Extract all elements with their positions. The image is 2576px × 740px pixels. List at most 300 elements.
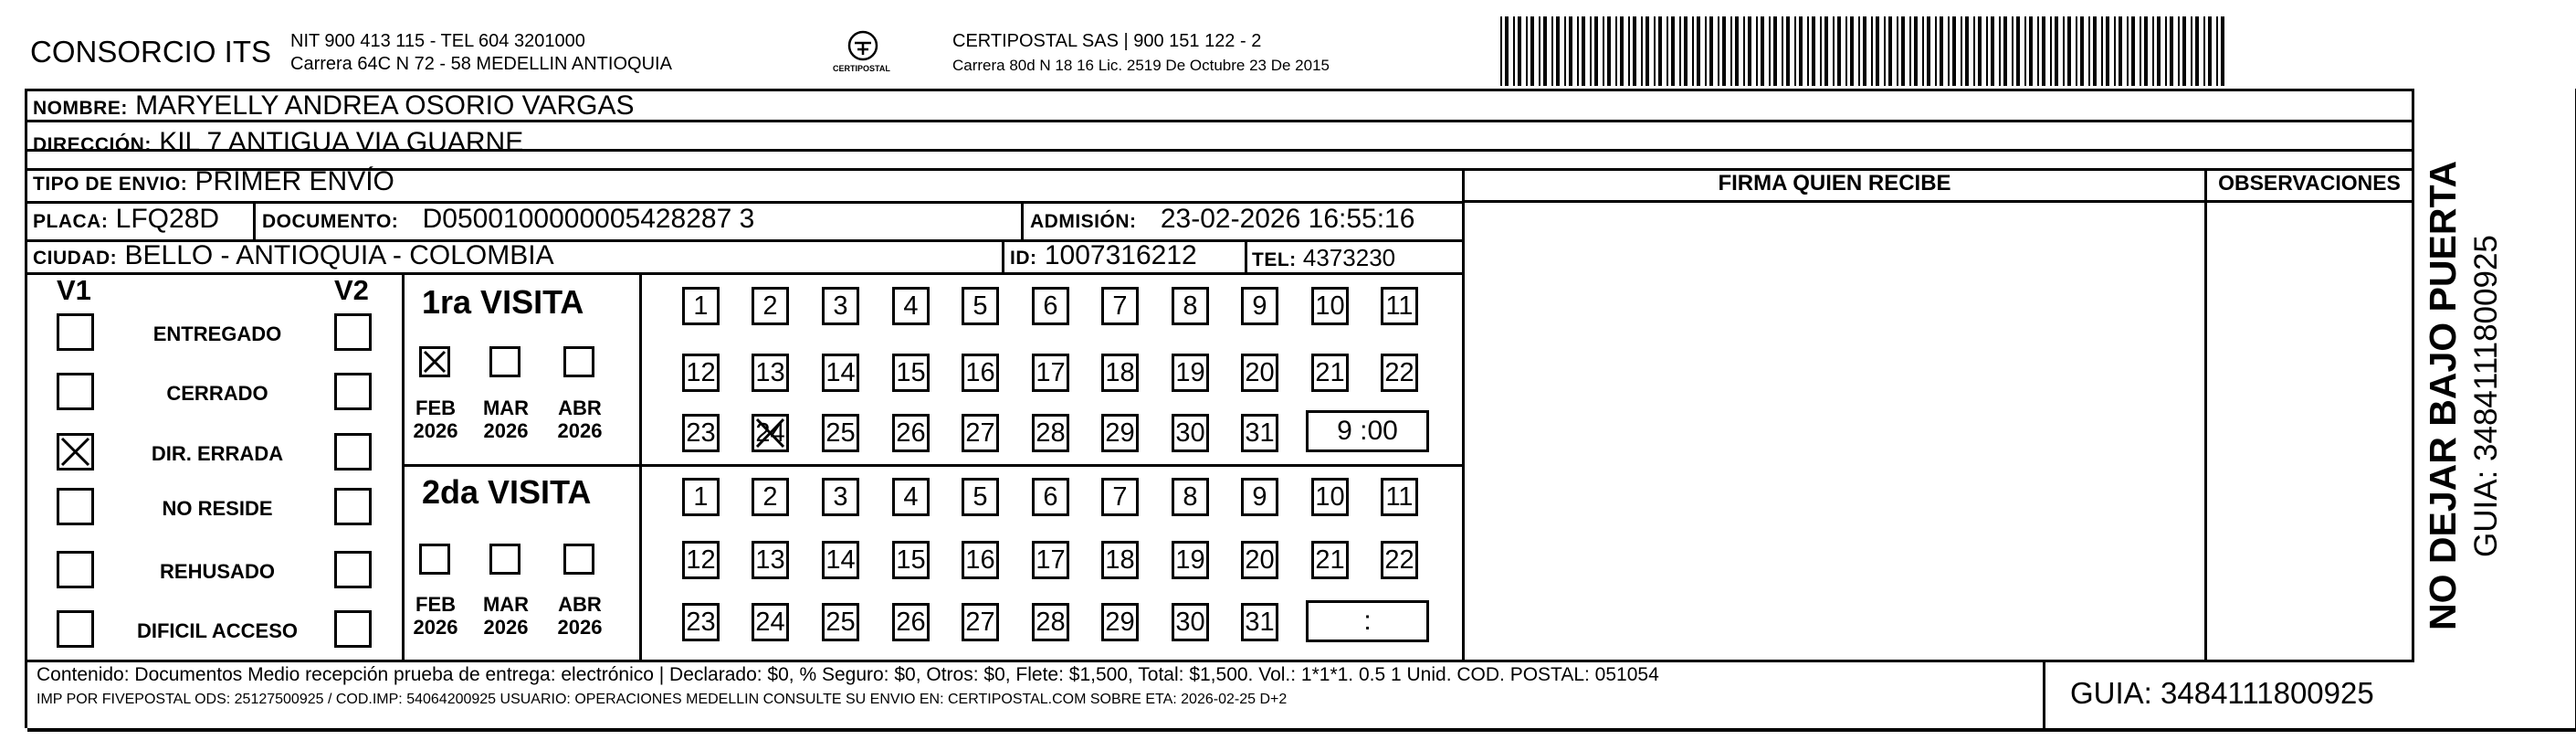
- barcode-bar: [2208, 16, 2212, 86]
- v2-checkbox[interactable]: [334, 313, 372, 351]
- barcode: [1500, 16, 2231, 86]
- day-number: 11: [1385, 482, 1414, 512]
- tel-value: 4373230: [1302, 244, 1396, 271]
- first-visit-day-box[interactable]: [682, 414, 720, 452]
- day-number: 8: [1183, 482, 1198, 512]
- month-year: 2026: [413, 616, 458, 639]
- barcode-bar: [2144, 16, 2148, 86]
- day-number: 14: [825, 358, 856, 387]
- first-visit-day-box[interactable]: [1032, 414, 1069, 452]
- day-number: 24: [755, 418, 785, 448]
- tipo-envio-label: TIPO DE ENVIO:: [33, 174, 188, 195]
- v2-checkbox[interactable]: [334, 610, 372, 648]
- day-number: 29: [1105, 418, 1135, 448]
- barcode-bar: [1748, 16, 1751, 86]
- barcode-bar: [2178, 16, 2180, 86]
- barcode-bar: [1876, 16, 1879, 86]
- day-number: 12: [686, 358, 716, 387]
- barcode-bar: [2042, 16, 2045, 86]
- v1-checkbox[interactable]: [57, 610, 94, 648]
- barcode-bar: [1743, 16, 1745, 86]
- second-visit-day-box[interactable]: [1172, 478, 1209, 516]
- day-number: 28: [1036, 418, 1066, 448]
- barcode-bar: [2037, 16, 2039, 86]
- guia-vertical: GUIA: 3484111800925: [2468, 235, 2504, 557]
- barcode-bar: [2024, 16, 2026, 86]
- v2-checkbox[interactable]: [334, 433, 372, 470]
- day-number: 22: [1384, 545, 1414, 575]
- barcode-bar: [2216, 16, 2218, 86]
- first-visit-month-checkbox[interactable]: [563, 346, 594, 377]
- day-number: 16: [965, 545, 995, 575]
- admision-label: ADMISIÓN:: [1030, 211, 1137, 232]
- day-number: 4: [903, 482, 919, 512]
- barcode-bar: [1551, 16, 1553, 86]
- first-visit-day-box[interactable]: [752, 414, 789, 452]
- second-visit-day-box[interactable]: [1381, 541, 1418, 579]
- barcode-bar: [1709, 16, 1713, 86]
- barcode-bar: [1543, 16, 1547, 86]
- first-visit-day-box[interactable]: [752, 354, 789, 392]
- barcode-bar: [1513, 16, 1515, 86]
- month-name: FEB: [415, 396, 456, 419]
- second-visit-day-box[interactable]: [682, 541, 720, 579]
- v2-checkbox[interactable]: [334, 488, 372, 525]
- barcode-bar: [1833, 16, 1835, 86]
- barcode-bar: [1922, 16, 1924, 86]
- barcode-bar: [2191, 16, 2192, 86]
- day-number: 6: [1043, 291, 1058, 321]
- tel-row: [1252, 243, 1395, 275]
- day-number: 17: [1036, 545, 1066, 575]
- tipo-envio-row: [33, 167, 394, 199]
- second-visit-month-checkbox[interactable]: [419, 544, 450, 575]
- second-visit-day-box[interactable]: [1172, 541, 1209, 579]
- first-visit-day-box[interactable]: [1172, 287, 1209, 325]
- second-visit-day-box[interactable]: [752, 478, 789, 516]
- barcode-bar: [1594, 16, 1598, 86]
- first-visit-month-label: [477, 396, 535, 442]
- day-number: 2: [762, 291, 778, 321]
- first-visit-day-box[interactable]: [1032, 354, 1069, 392]
- second-visit-day-box[interactable]: [1101, 603, 1139, 641]
- barcode-bar: [1999, 16, 2001, 86]
- month-year: 2026: [483, 419, 529, 442]
- day-number: 1: [693, 482, 709, 512]
- barcode-bar: [1505, 16, 1509, 86]
- barcode-bar: [1679, 16, 1681, 86]
- second-visit-day-box[interactable]: [892, 478, 930, 516]
- first-visit-day-box[interactable]: [822, 287, 859, 325]
- barcode-bar: [1705, 16, 1707, 86]
- day-number: 27: [965, 608, 995, 637]
- barcode-bar: [1871, 16, 1873, 86]
- first-visit-day-box[interactable]: [752, 287, 789, 325]
- barcode-bar: [2076, 16, 2077, 86]
- v1-checkbox[interactable]: [57, 488, 94, 525]
- barcode-bar: [1539, 16, 1540, 86]
- barcode-bar: [2157, 16, 2161, 86]
- barcode-bar: [2195, 16, 2199, 86]
- first-visit-day-box[interactable]: [1241, 287, 1278, 325]
- second-visit-time[interactable]: :: [1306, 600, 1429, 642]
- first-visit-day-box[interactable]: [682, 287, 720, 325]
- barcode-bar: [1927, 16, 1930, 86]
- day-number: 23: [686, 608, 716, 637]
- nit-line: NIT 900 413 115 - TEL 604 3201000: [290, 31, 585, 51]
- barcode-bar: [2127, 16, 2129, 86]
- day-number: 18: [1105, 545, 1135, 575]
- first-visit-title: 1ra VISITA: [422, 283, 584, 321]
- barcode-bar: [1607, 16, 1611, 86]
- ciudad-value: BELLO - ANTIOQUIA - COLOMBIA: [124, 240, 554, 270]
- day-number: 21: [1315, 545, 1345, 575]
- first-visit-day-box[interactable]: [1241, 414, 1278, 452]
- day-number: 20: [1245, 545, 1275, 575]
- nombre-value: MARYELLY ANDREA OSORIO VARGAS: [135, 90, 635, 121]
- barcode-bar: [2152, 16, 2154, 86]
- first-visit-day-box[interactable]: [892, 354, 930, 392]
- day-number: 27: [965, 418, 995, 448]
- second-visit-month-checkbox[interactable]: [489, 544, 520, 575]
- barcode-bar: [1735, 16, 1739, 86]
- barcode-bar: [1986, 16, 1988, 86]
- documento-label: DOCUMENTO:: [262, 211, 399, 232]
- direccion-value: KIL 7 ANTIGUA VIA GUARNE: [159, 127, 524, 157]
- company-name: CONSORCIO ITS: [30, 35, 272, 69]
- second-visit-day-box[interactable]: [682, 603, 720, 641]
- second-visit-month-label: [477, 593, 535, 639]
- barcode-bar: [1518, 16, 1521, 86]
- month-name: ABR: [558, 396, 602, 419]
- month-name: MAR: [482, 593, 530, 616]
- nombre-label: NOMBRE:: [33, 98, 128, 119]
- logo-text: CERTIPOSTAL: [833, 64, 890, 73]
- second-visit-day-box[interactable]: [1311, 478, 1349, 516]
- barcode-bar: [1850, 16, 1854, 86]
- barcode-bar: [1965, 16, 1969, 86]
- first-visit-day-box[interactable]: [822, 354, 859, 392]
- placa-row: [33, 205, 219, 237]
- barcode-bar: [1628, 16, 1630, 86]
- first-visit-day-box[interactable]: [822, 414, 859, 452]
- barcode-bar: [2063, 16, 2065, 86]
- first-visit-day-box[interactable]: [892, 287, 930, 325]
- second-visit-day-box[interactable]: [822, 478, 859, 516]
- day-number: 9: [1252, 482, 1267, 512]
- day-number: 9: [1252, 291, 1267, 321]
- day-number: 15: [896, 545, 926, 575]
- first-visit-day-box[interactable]: [962, 414, 999, 452]
- barcode-bar: [1603, 16, 1604, 86]
- v2-checkbox[interactable]: [334, 551, 372, 588]
- barcode-bar: [2106, 16, 2109, 86]
- day-number: 22: [1384, 358, 1414, 387]
- barcode-bar: [2101, 16, 2103, 86]
- barcode-bar: [1901, 16, 1905, 86]
- barcode-bar: [1978, 16, 1982, 86]
- barcode-bar: [1582, 16, 1585, 86]
- barcode-bar: [1858, 16, 1860, 86]
- barcode-bar: [1884, 16, 1886, 86]
- first-visit-day-box[interactable]: [892, 414, 930, 452]
- barcode-bar: [2012, 16, 2013, 86]
- id-row: [1010, 241, 1197, 273]
- barcode-bar: [2114, 16, 2116, 86]
- first-visit-day-box[interactable]: [1311, 287, 1349, 325]
- month-name: FEB: [415, 593, 456, 616]
- barcode-bar: [1718, 16, 1719, 86]
- second-visit-day-box[interactable]: [1032, 541, 1069, 579]
- first-visit-day-box[interactable]: [1172, 354, 1209, 392]
- barcode-bar: [1769, 16, 1771, 86]
- first-visit-month-label: [406, 396, 465, 442]
- admision-value: 23-02-2026 16:55:16: [1160, 204, 1415, 234]
- first-visit-time[interactable]: 9 :00: [1306, 410, 1429, 452]
- barcode-bar: [1722, 16, 1726, 86]
- barcode-bar: [1569, 16, 1572, 86]
- barcode-bar: [1961, 16, 1962, 86]
- barcode-bar: [1633, 16, 1636, 86]
- ciudad-row: [33, 241, 554, 273]
- nombre-row: [33, 91, 634, 123]
- first-visit-day-box[interactable]: [962, 287, 999, 325]
- second-visit-day-box[interactable]: [1311, 541, 1349, 579]
- second-visit-day-box[interactable]: [892, 603, 930, 641]
- barcode-bar: [1756, 16, 1758, 86]
- second-visit-day-box[interactable]: [1172, 603, 1209, 641]
- barcode-bar: [2016, 16, 2020, 86]
- barcode-bar: [1786, 16, 1790, 86]
- second-visit-day-box[interactable]: [962, 478, 999, 516]
- reason-label: NO RESIDE: [162, 497, 273, 520]
- no-dejar-bajo-puerta: NO DEJAR BAJO PUERTA: [2422, 160, 2464, 630]
- first-visit-day-box[interactable]: [682, 354, 720, 392]
- day-number: 4: [903, 291, 919, 321]
- barcode-bar: [1526, 16, 1528, 86]
- barcode-bar: [2067, 16, 2071, 86]
- day-number: 31: [1245, 418, 1275, 448]
- first-visit-day-box[interactable]: [1172, 414, 1209, 452]
- barcode-bar: [2182, 16, 2186, 86]
- v1-label: V1: [57, 274, 91, 306]
- second-visit-day-box[interactable]: [682, 478, 720, 516]
- day-number: 14: [825, 545, 856, 575]
- barcode-bar: [1577, 16, 1579, 86]
- barcode-bar: [1671, 16, 1675, 86]
- second-visit-day-box[interactable]: [1032, 603, 1069, 641]
- barcode-bar: [2131, 16, 2135, 86]
- first-visit-day-box[interactable]: [1241, 354, 1278, 392]
- observaciones-area[interactable]: [2209, 205, 2410, 658]
- day-number: 29: [1105, 608, 1135, 637]
- day-number: 2: [762, 482, 778, 512]
- barcode-bar: [1897, 16, 1898, 86]
- day-number: 30: [1175, 608, 1205, 637]
- barcode-bar: [1991, 16, 1994, 86]
- first-visit-day-box[interactable]: [1032, 287, 1069, 325]
- first-visit-day-box[interactable]: [1101, 414, 1139, 452]
- direccion-label: DIRECCIÓN:: [33, 134, 152, 155]
- day-number: 5: [973, 482, 988, 512]
- day-number: 13: [755, 358, 785, 387]
- barcode-bar: [1658, 16, 1662, 86]
- signature-area[interactable]: [1467, 205, 2203, 658]
- day-number: 15: [896, 358, 926, 387]
- day-number: 23: [686, 418, 716, 448]
- barcode-bar: [1500, 16, 1502, 86]
- tel-label: TEL:: [1252, 249, 1297, 270]
- day-number: 7: [1112, 482, 1128, 512]
- day-number: 17: [1036, 358, 1066, 387]
- day-number: 28: [1036, 608, 1066, 637]
- direccion-row: [33, 128, 523, 160]
- barcode-bar: [2203, 16, 2205, 86]
- second-visit-month-checkbox[interactable]: [563, 544, 594, 575]
- barcode-bar: [1556, 16, 1560, 86]
- month-name: ABR: [558, 593, 602, 616]
- barcode-bar: [2050, 16, 2052, 86]
- barcode-bar: [1620, 16, 1624, 86]
- barcode-bar: [1730, 16, 1732, 86]
- admision-row: [1030, 205, 1414, 237]
- day-number: 19: [1175, 545, 1205, 575]
- barcode-bar: [1684, 16, 1688, 86]
- second-visit-day-box[interactable]: [1241, 478, 1278, 516]
- barcode-bar: [2080, 16, 2084, 86]
- reason-label: DIFICIL ACCESO: [136, 619, 298, 642]
- barcode-bar: [1973, 16, 1975, 86]
- day-number: 25: [825, 418, 856, 448]
- v1-checkbox[interactable]: [57, 373, 94, 410]
- day-number: 19: [1175, 358, 1205, 387]
- barcode-bar: [1692, 16, 1694, 86]
- tipo-envio-value: PRIMER ENVÍO: [195, 166, 394, 196]
- first-visit-day-box[interactable]: [1101, 287, 1139, 325]
- barcode-bar: [2119, 16, 2122, 86]
- barcode-bar: [1909, 16, 1911, 86]
- barcode-bar: [1820, 16, 1822, 86]
- month-year: 2026: [557, 616, 603, 639]
- barcode-bar: [1940, 16, 1943, 86]
- first-visit-month-label: [551, 396, 609, 442]
- second-visit-day-box[interactable]: [962, 541, 999, 579]
- day-number: 6: [1043, 482, 1058, 512]
- first-visit-day-box[interactable]: [1381, 287, 1418, 325]
- second-visit-day-box[interactable]: [1032, 478, 1069, 516]
- second-visit-day-box[interactable]: [1381, 478, 1418, 516]
- barcode-bar: [1824, 16, 1828, 86]
- reason-label: REHUSADO: [160, 560, 275, 583]
- second-visit-month-label: [406, 593, 465, 639]
- v2-label: V2: [334, 274, 369, 306]
- day-number: 5: [973, 291, 988, 321]
- v1-checkbox[interactable]: [57, 433, 94, 470]
- barcode-bar: [1952, 16, 1956, 86]
- second-visit-day-box[interactable]: [1241, 541, 1278, 579]
- day-number: 12: [686, 545, 716, 575]
- day-number: 16: [965, 358, 995, 387]
- barcode-bar: [2088, 16, 2090, 86]
- first-visit-day-box[interactable]: [1101, 354, 1139, 392]
- barcode-bar: [2165, 16, 2167, 86]
- v1-checkbox[interactable]: [57, 313, 94, 351]
- barcode-bar: [1564, 16, 1566, 86]
- barcode-bar: [1697, 16, 1700, 86]
- month-year: 2026: [483, 616, 529, 639]
- barcode-bar: [1794, 16, 1796, 86]
- second-visit-day-box[interactable]: [822, 603, 859, 641]
- day-number: 30: [1175, 418, 1205, 448]
- placa-value: LFQ28D: [115, 204, 220, 234]
- barcode-bar: [2003, 16, 2007, 86]
- barcode-bar: [1641, 16, 1643, 86]
- day-number: 25: [825, 608, 856, 637]
- barcode-bar: [1837, 16, 1841, 86]
- second-visit-day-box[interactable]: [752, 603, 789, 641]
- day-number: 3: [833, 291, 848, 321]
- first-visit-day-box[interactable]: [1311, 354, 1349, 392]
- month-year: 2026: [413, 419, 458, 442]
- placa-label: PLACA:: [33, 211, 109, 232]
- address-line: Carrera 64C N 72 - 58 MEDELLIN ANTIOQUIA: [290, 54, 672, 74]
- reason-label: ENTREGADO: [152, 322, 282, 345]
- barcode-bar: [2221, 16, 2224, 86]
- documento-row: [262, 205, 754, 237]
- day-number: 31: [1245, 608, 1275, 637]
- second-visit-day-box[interactable]: [822, 541, 859, 579]
- barcode-bar: [2140, 16, 2141, 86]
- v1-checkbox[interactable]: [57, 551, 94, 588]
- barcode-bar: [2170, 16, 2173, 86]
- day-number: 26: [896, 608, 926, 637]
- second-visit-day-box[interactable]: [1101, 478, 1139, 516]
- second-visit-day-box[interactable]: [892, 541, 930, 579]
- day-number: 8: [1183, 291, 1198, 321]
- day-number: 26: [896, 418, 926, 448]
- barcode-bar: [1761, 16, 1764, 86]
- reason-label: DIR. ERRADA: [151, 442, 284, 465]
- barcode-bar: [2055, 16, 2058, 86]
- barcode-bar: [1773, 16, 1777, 86]
- first-visit-month-checkbox[interactable]: [419, 346, 450, 377]
- day-number: 24: [755, 608, 785, 637]
- second-visit-day-box[interactable]: [962, 603, 999, 641]
- contenido-line: Contenido: Documentos Medio recepción prueba de entrega: electrónico | Declarado: $0, % Seguro: $0, Otros: $0, Flete: $1,500, Total: $1,500. Vol.: 1*1*1. 0.5 1 Unid. COD. POSTAL: 051054: [37, 664, 1659, 685]
- imp-line: IMP POR FIVEPOSTAL ODS: 25127500925 / COD.IMP: 54064200925 USUARIO: OPERACIONES MEDELLIN CONSULTE SU ENVIO EN: CERTIPOSTAL.COM SOBRE ETA: 2026-02-25 D+2: [37, 692, 1288, 707]
- day-number: 7: [1112, 291, 1128, 321]
- first-visit-day-box[interactable]: [962, 354, 999, 392]
- observaciones-header: OBSERVACIONES: [2218, 171, 2401, 195]
- second-visit-day-box[interactable]: [1241, 603, 1278, 641]
- barcode-bar: [1845, 16, 1847, 86]
- barcode-bar: [1782, 16, 1783, 86]
- second-visit-day-box[interactable]: [752, 541, 789, 579]
- first-visit-day-box[interactable]: [1381, 354, 1418, 392]
- barcode-bar: [2093, 16, 2097, 86]
- second-visit-day-box[interactable]: [1101, 541, 1139, 579]
- ciudad-label: CIUDAD:: [33, 248, 118, 269]
- v2-checkbox[interactable]: [334, 373, 372, 410]
- license-line: Carrera 80d N 18 16 Lic. 2519 De Octubre 23 De 2015: [952, 57, 1330, 74]
- first-visit-month-checkbox[interactable]: [489, 346, 520, 377]
- day-number: 1: [693, 291, 709, 321]
- id-value: 1007316212: [1044, 240, 1197, 270]
- carrier-line: CERTIPOSTAL SAS | 900 151 122 - 2: [952, 31, 1262, 51]
- day-number: 21: [1315, 358, 1345, 387]
- day-number: 3: [833, 482, 848, 512]
- barcode-bar: [1615, 16, 1617, 86]
